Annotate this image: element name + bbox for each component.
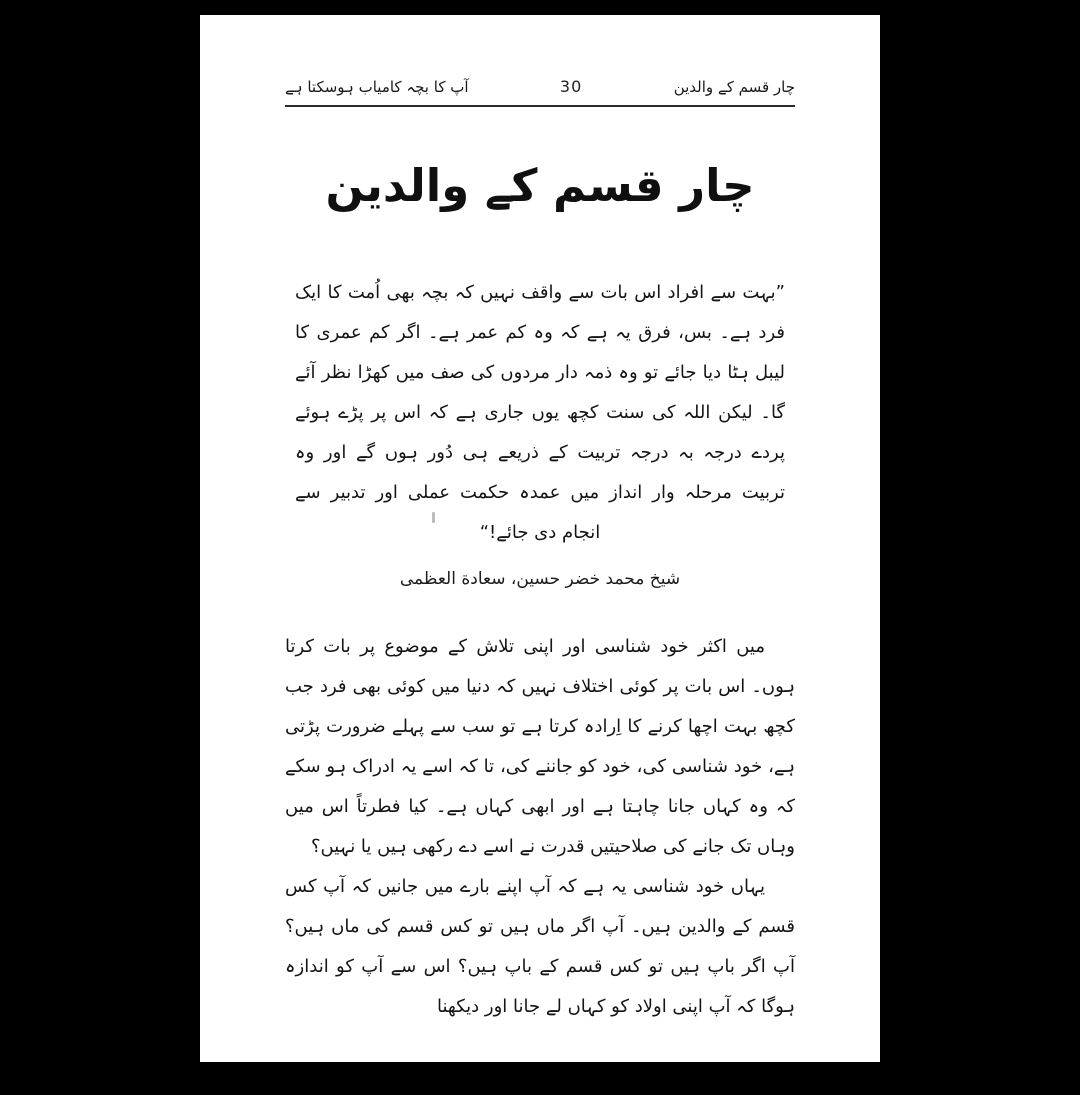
scan-artifact-mark [432,512,435,523]
body-paragraph: میں اکثر خود شناسی اور اپنی تلاش کے موضوع پر بات کرتا ہوں۔ اس بات پر کوئی اختلاف نہیں کہ دنیا میں کوئی بھی فرد جب کچھ بہت اچھا کرنے کا اِرادہ کرتا ہے تو سب سے پہلے ضرورت پڑتی ہے، خود شناسی کی، خود کو جاننے کی، تا کہ اسے یہ ادراک ہو سکے کہ وہ کہاں جانا چاہتا ہے اور ابھی کہاں ہے۔ کیا فطرتاً اس میں وہاں تک جانے کی صلاحیتیں قدرت نے اسے دے رکھی ہیں یا نہیں؟ [285,635,795,857]
body-text [285,627,795,1027]
chapter-title: چار قسم کے والدین [325,159,755,212]
book-page [200,15,880,1062]
running-header [285,15,795,107]
quote-attribution: شیخ محمد خضر حسین، سعادة العظمی [399,568,681,589]
block-quote: ”بہت سے افراد اس بات سے واقف نہیں کہ بچہ بھی اُمت کا ایک فرد ہے۔ بس، فرق یہ ہے کہ وہ کم عمر ہے۔ اگر کم عمری کا لیبل ہٹا دیا جائے تو وہ ذمہ دار مردوں کی صف میں کھڑا نظر آئے گا۔ لیکن اللہ کی سنت کچھ یوں جاری ہے کہ اس پر پڑے ہوئے پردے درجہ بہ درجہ تربیت کے ذریعے ہی دُور ہوں گے اور وہ تربیت مرحلہ وار انداز میں عمدہ حکمت عملی اور تدبیر سے انجام دی جائے!“ [295,281,785,543]
body-paragraph: یہاں خود شناسی یہ ہے کہ آپ اپنے بارے میں جانیں کہ آپ کس قسم کے والدین ہیں۔ آپ اگر ماں ہیں تو کس قسم کی ماں ہیں؟ آپ اگر باپ ہیں تو کس قسم کے باپ ہیں؟ اس سے آپ کو اندازہ ہوگا کہ آپ اپنی اولاد کو کہاں لے جانا اور دیکھنا [285,875,795,1017]
screenshot-root [0,15,1080,1095]
running-header-chapter-title: چار قسم کے والدین [673,78,795,96]
page-number: 30 [559,77,583,96]
running-header-book-title: آپ کا بچہ کامیاب ہوسکتا ہے [285,78,469,96]
